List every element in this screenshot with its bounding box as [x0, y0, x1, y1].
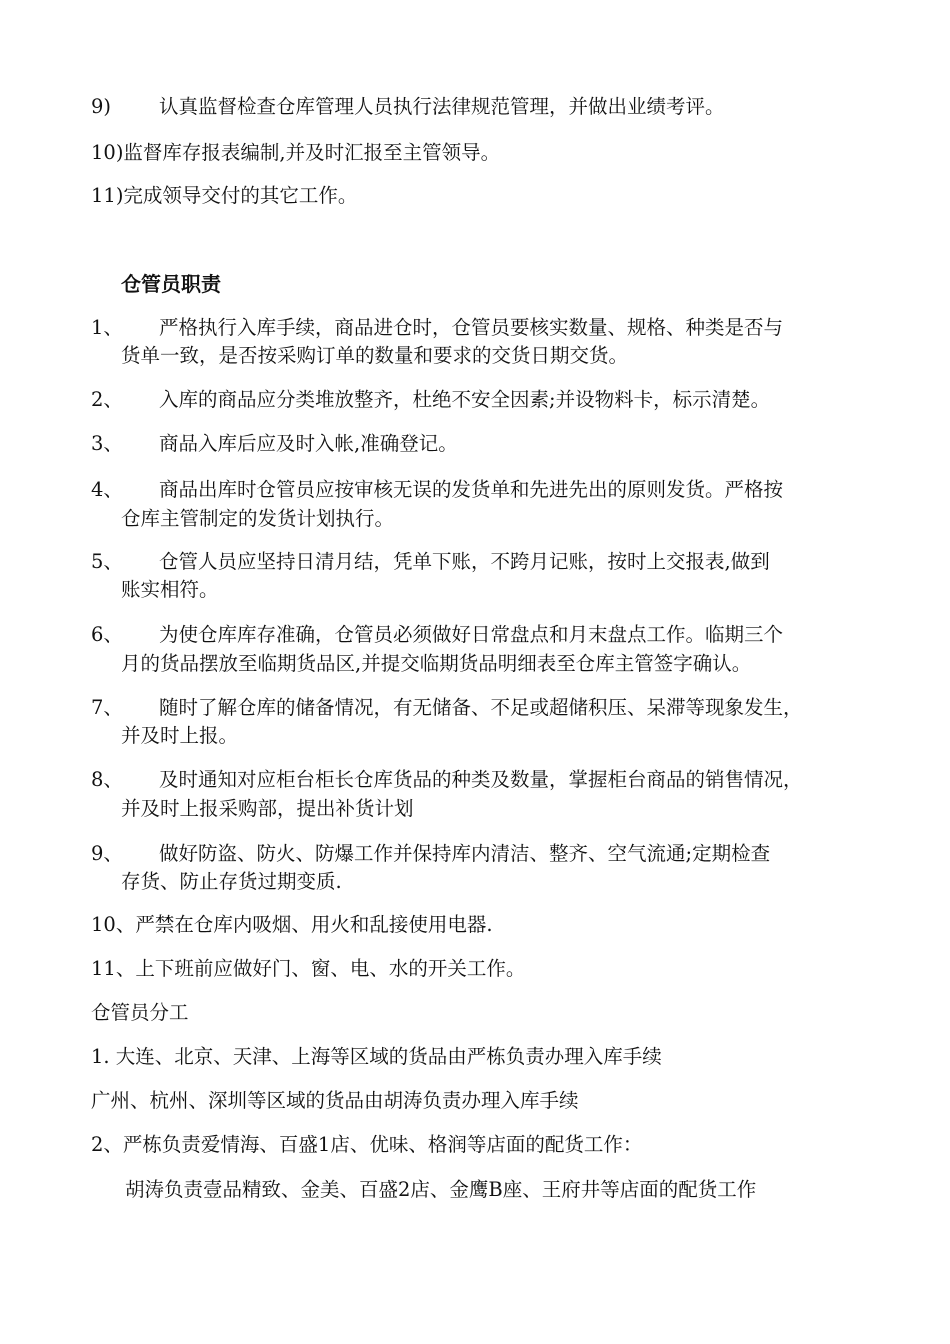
item-number: 2、 [91, 388, 123, 411]
duty-item-1 [91, 314, 783, 342]
prev-item-10: 10)监督库存报表编制,并及时汇报至主管领导。 [91, 141, 501, 164]
duty-item-11: 11、上下班前应做好门、窗、电、水的开关工作。 [91, 957, 526, 980]
division-line-3: 2、严栋负责爱情海、百盛1店、优味、格润等店面的配货工作： [91, 1133, 643, 1156]
duty-item-10: 10、严禁在仓库内吸烟、用火和乱接使用电器. [91, 913, 493, 936]
item-number: 1、 [91, 316, 123, 339]
item-number: 7、 [91, 696, 123, 719]
duty-item-8-cont: 并及时上报采购部，提出补货计划 [121, 797, 414, 820]
item-number: 9) [91, 95, 112, 118]
prev-item-9 [91, 93, 725, 121]
division-line-4: 胡涛负责壹品精致、金美、百盛2店、金鹰B座、王府井等店面的配货工作 [125, 1178, 757, 1201]
duty-item-6-cont: 月的货品摆放至临期货品区,并提交临期货品明细表至仓库主管签字确认。 [121, 652, 752, 675]
duty-item-7 [91, 694, 803, 722]
item-text: 随时了解仓库的储备情况，有无储备、不足或超储积压、呆滞等现象发生， [159, 696, 803, 719]
item-number: 6、 [91, 623, 123, 646]
duty-item-2 [91, 386, 770, 414]
item-number: 3、 [91, 432, 123, 455]
item-text: 仓管人员应坚持日清月结，凭单下账，不跨月记账，按时上交报表,做到 [159, 550, 770, 573]
duty-item-9-cont: 存货、防止存货过期变质. [121, 870, 342, 893]
duty-item-1-cont: 货单一致，是否按采购订单的数量和要求的交货日期交货。 [121, 344, 629, 367]
division-line-2: 广州、杭州、深圳等区域的货品由胡涛负责办理入库手续 [91, 1089, 579, 1112]
item-text: 入库的商品应分类堆放整齐，杜绝不安全因素;并设物料卡，标示清楚。 [159, 388, 771, 411]
duty-item-5-cont: 账实相符。 [121, 578, 219, 601]
duty-item-4-cont: 仓库主管制定的发货计划执行。 [121, 507, 395, 530]
item-number: 9、 [91, 842, 123, 865]
item-text: 做好防盗、防火、防爆工作并保持库内清洁、整齐、空气流通;定期检查 [159, 842, 771, 865]
item-text: 为使仓库库存准确，仓管员必须做好日常盘点和月末盘点工作。临期三个 [159, 623, 784, 646]
duty-item-6 [91, 621, 783, 649]
item-text: 严格执行入库手续，商品进仓时，仓管员要核实数量、规格、种类是否与 [159, 316, 784, 339]
item-text: 商品入库后应及时入帐,准确登记。 [159, 432, 458, 455]
duty-item-9 [91, 840, 770, 868]
duty-item-5 [91, 548, 770, 576]
duty-item-7-cont: 并及时上报。 [121, 724, 239, 747]
division-title: 仓管员分工 [91, 1001, 189, 1024]
item-number: 5、 [91, 550, 123, 573]
prev-item-11: 11)完成领导交付的其它工作。 [91, 184, 358, 207]
section-title: 仓管员职责 [121, 272, 221, 296]
item-text: 及时通知对应柜台柜长仓库货品的种类及数量，掌握柜台商品的销售情况， [159, 768, 803, 791]
duty-item-4 [91, 476, 783, 504]
duty-item-3 [91, 430, 458, 458]
division-line-1: 1. 大连、北京、天津、上海等区域的货品由严栋负责办理入库手续 [91, 1045, 662, 1068]
item-number: 8、 [91, 768, 123, 791]
item-text: 商品出库时仓管员应按审核无误的发货单和先进先出的原则发货。严格按 [159, 478, 784, 501]
item-number: 4、 [91, 478, 123, 501]
item-text: 认真监督检查仓库管理人员执行法律规范管理，并做出业绩考评。 [159, 95, 725, 118]
duty-item-8 [91, 766, 803, 794]
